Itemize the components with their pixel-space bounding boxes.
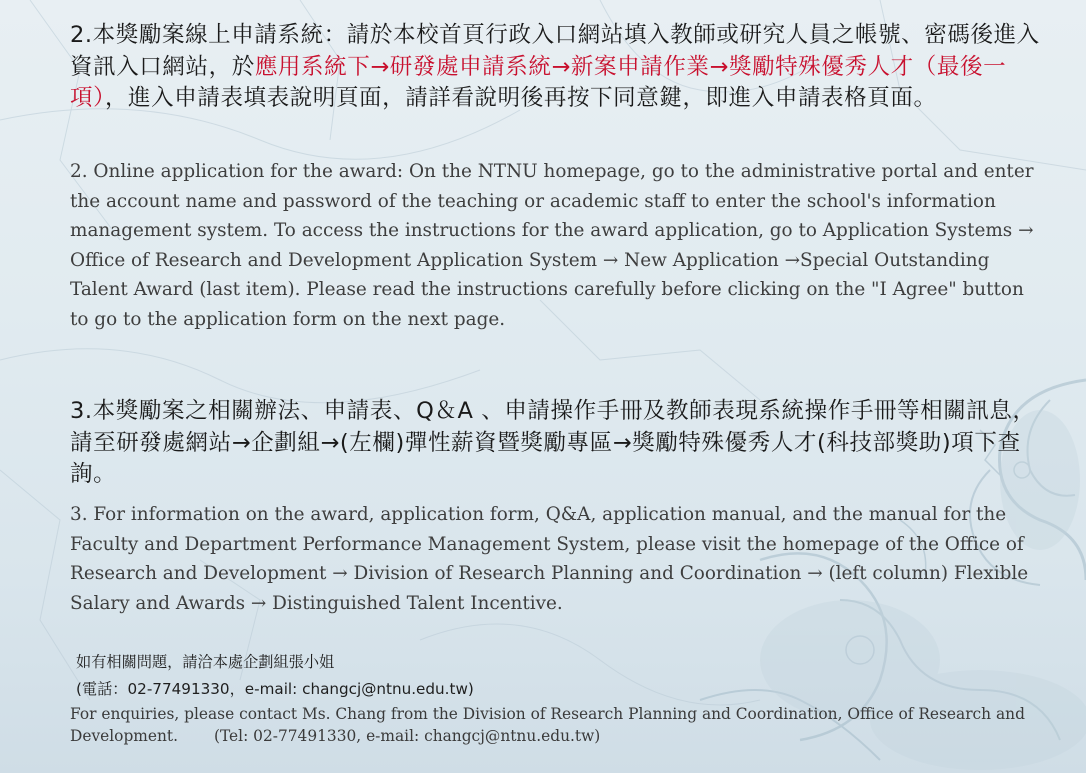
section2-zh-navigation-path: 應用系統下→研發處申請系統→新案申請作業→獎勵特殊優秀人才（最後一項） [70,53,1007,111]
section2-zh-text-part2: ，進入申請表填表說明頁面，請詳看說明後再按下同意鍵，即進入申請表格頁面。 [104,85,937,111]
section3-chinese-paragraph: 3.本獎勵案之相關辦法、申請表、Q＆A 、申請操作手冊及教師表現系統操作手冊等相關訊息，請至研發處網站→企劃組→(左欄)彈性薪資暨獎勵專區→獎勵特殊優秀人才(科技部獎助)項下查詢。 [70,398,1036,487]
section3-english-paragraph: 3. For information on the award, application form, Q&A, application manual, and the manual for the Faculty and Department Performance Management System, please visit the homepage of the Office of Research and Development → Division of Research Planning and Coordination → (left column) Flexible Salary and Awards → Distinguished Talent Incentive. [70,504,1029,614]
contact-en-phone-email: (Tel: 02-77491330, e-mail: changcj@ntnu.edu.tw) [213,727,601,745]
contact-info-chinese [76,649,474,703]
contact-zh-line2: (電話：02-77491330，e-mail: changcj@ntnu.edu.tw) [76,680,474,698]
section2-chinese-paragraph [70,20,1045,115]
section2-english-paragraph: 2. Online application for the award: On the NTNU homepage, go to the administrative portal and enter the account name and password of the teaching or academic staff to enter the school's information management system. To access the instructions for the award application, go to Application Systems → Office of Research and Development Application System → New Application →Special Outstanding Talent Award (last item). Please read the instructions carefully before clicking on the "I Agree" button to go to the application form on the next page. [70,161,1034,330]
contact-info-english [70,703,1045,747]
contact-zh-line1: 如有相關問題，請洽本處企劃組張小姐 [76,653,335,671]
section2-zh-text-part1: 2.本獎勵案線上申請系統：請於本校首頁行政入口網站填入教師或研究人員之帳號、密碼後進入資訊入口網站，於 [70,22,1040,80]
contact-en-text: For enquiries, please contact Ms. Chang from the Division of Research Planning and Coordination, Office of Research and Development. [70,705,1025,745]
